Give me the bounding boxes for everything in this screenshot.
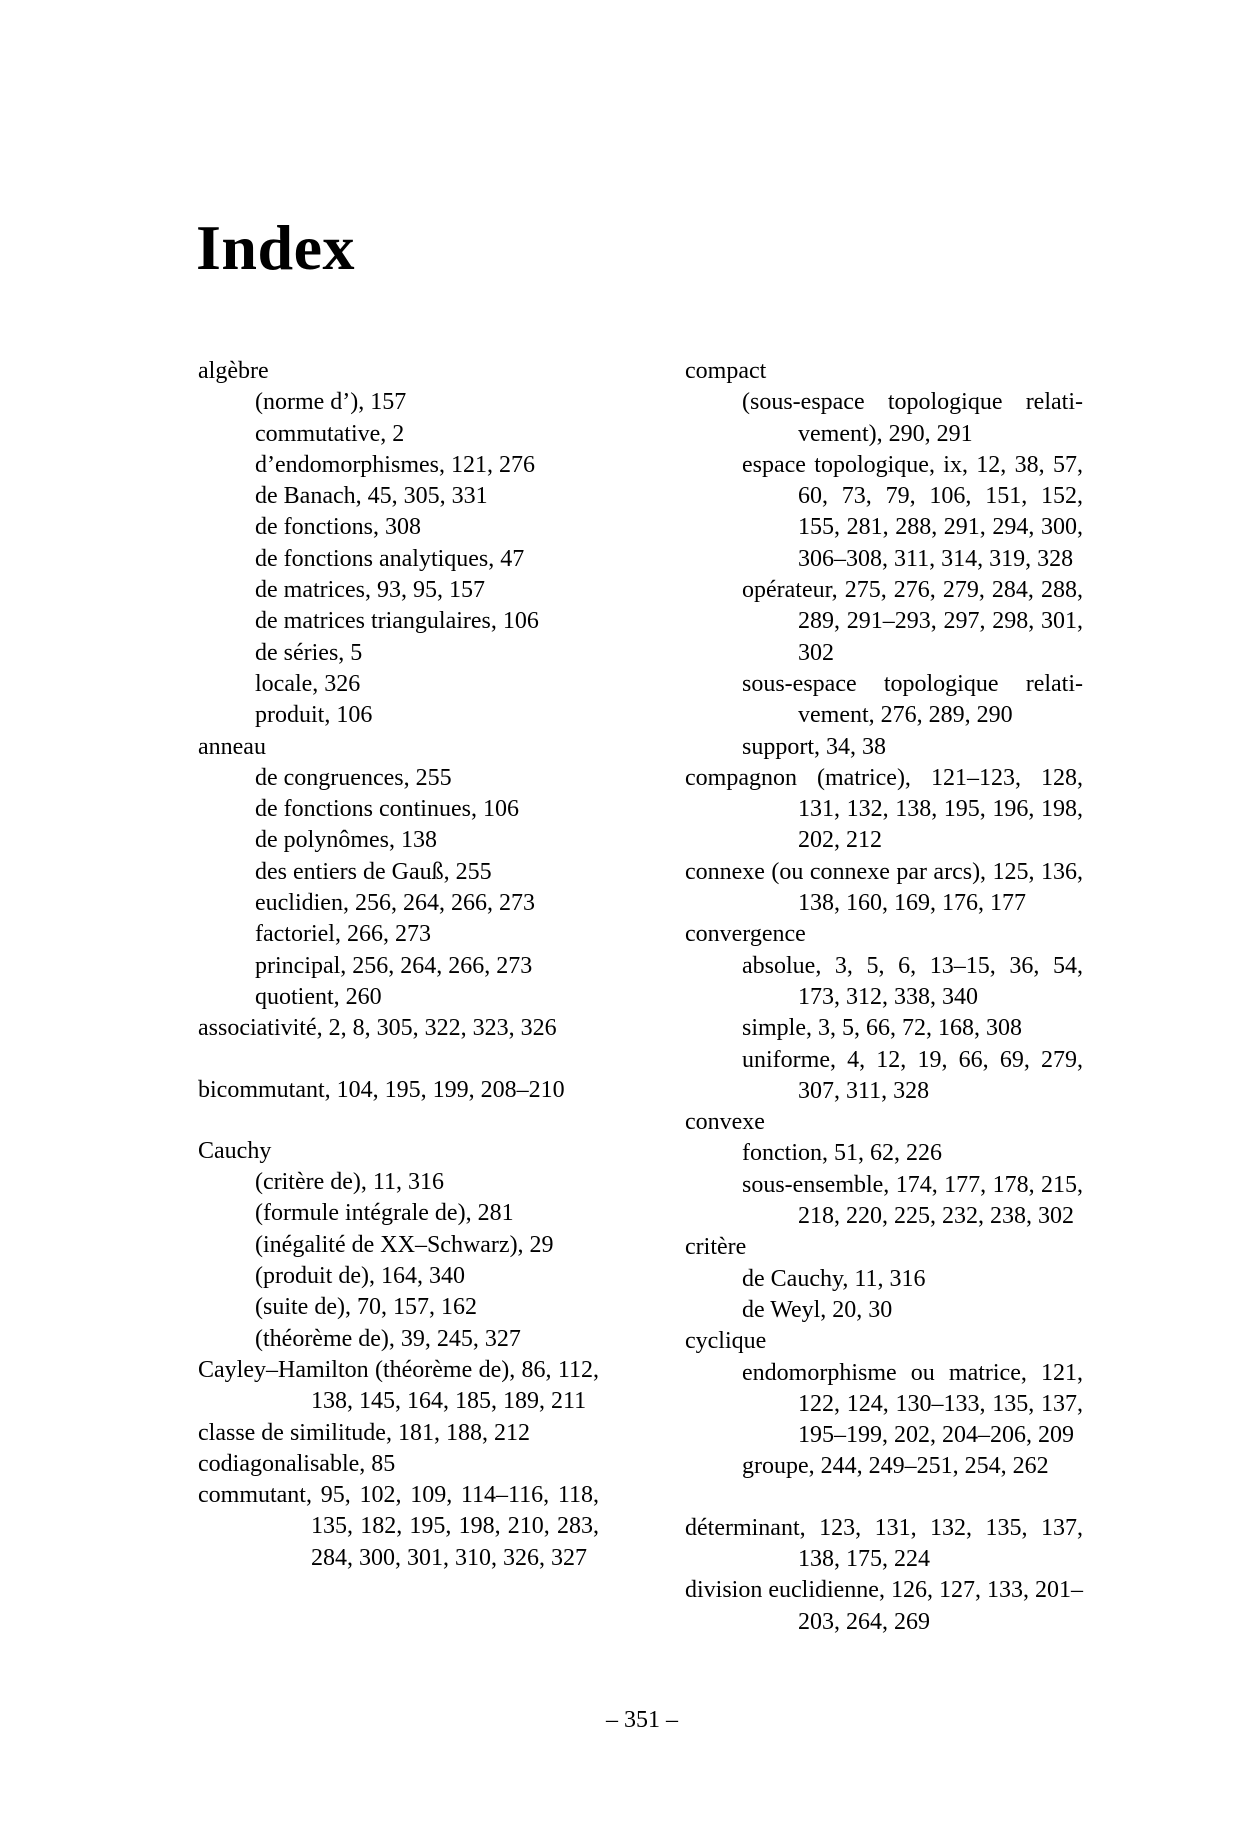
index-subentry: de Banach, 45, 305, 331 <box>255 483 488 510</box>
index-subentry: euclidien, 256, 264, 266, 273 <box>255 890 535 917</box>
index-subentry: sous-espace topologique relativement, 276, 289, 290 <box>742 670 1083 729</box>
index-entry: commutant, 95, 102, 109, 114–116, 118, 135, 182, 195, 198, 210, 283, 284, 300, 301, 310, 326, 327 <box>198 1482 599 1571</box>
index-entry: algèbre <box>198 358 269 384</box>
index-entry: associativité, 2, 8, 305, 322, 323, 326 <box>198 1015 557 1042</box>
index-entry: bicommutant, 104, 195, 199, 208–210 <box>198 1076 565 1103</box>
index-subentry: (critère de), 11, 316 <box>255 1169 445 1196</box>
index-letter-group <box>198 1075 599 1106</box>
index-subentry: quotient, 260 <box>255 983 382 1010</box>
index-entry: anneau <box>198 733 266 760</box>
index-letter-group <box>198 1136 599 1574</box>
index-entry: compagnon (matrice), 121–123, 128, 131, 132, 138, 195, 196, 198, 202, 212 <box>685 764 1083 854</box>
index-subentry: opérateur, 275, 276, 279, 284, 288, 289, 291–293, 297, 298, 301, 302 <box>742 577 1083 666</box>
index-subentry: de Weyl, 20, 30 <box>742 1296 893 1323</box>
page-title: Index <box>196 211 355 283</box>
index-subentry: factoriel, 266, 273 <box>255 921 431 948</box>
index-entry: compact <box>685 358 767 384</box>
index-subentry: de fonctions continues, 106 <box>255 796 519 823</box>
index-letter-group <box>685 1513 1083 1638</box>
index-subentry: des entiers de Gauß, 255 <box>255 858 492 885</box>
index-entry: classe de similitude, 181, 188, 212 <box>198 1419 530 1446</box>
index-subentry: (théorème de), 39, 245, 327 <box>255 1325 521 1352</box>
index-subentry: de séries, 5 <box>255 639 363 666</box>
index-subentry: simple, 3, 5, 66, 72, 168, 308 <box>742 1015 1022 1042</box>
index-columns <box>198 356 1086 1638</box>
index-subentry: (inégalité de XX–Schwarz), 29 <box>255 1231 554 1258</box>
index-subentry: de polynômes, 138 <box>255 827 437 854</box>
index-subentry: sous-ensemble, 174, 177, 178, 215, 218, 220, 225, 232, 238, 302 <box>742 1171 1083 1230</box>
index-subentry: uniforme, 4, 12, 19, 66, 69, 279, 307, 311, 328 <box>742 1046 1083 1104</box>
index-subentry: support, 34, 38 <box>742 733 886 760</box>
index-subentry: de matrices, 93, 95, 157 <box>255 577 485 604</box>
index-subentry: de matrices triangulaires, 106 <box>255 608 539 635</box>
page-number: – 351 – <box>606 1707 678 1733</box>
index-subentry: groupe, 244, 249–251, 254, 262 <box>742 1453 1049 1480</box>
index-entry: Cayley–Hamilton (théorème de), 86, 112, 138, 145, 164, 185, 189, 211 <box>198 1356 599 1415</box>
index-subentry: commutative, 2 <box>255 420 405 447</box>
index-subentry: de Cauchy, 11, 316 <box>742 1265 926 1292</box>
index-entry: déterminant, 123, 131, 132, 135, 137, 138, 175, 224 <box>685 1514 1083 1572</box>
index-subentry: de congruences, 255 <box>255 764 452 791</box>
index-subentry: (sous-espace topologique relativement), 290, 291 <box>742 389 1083 447</box>
index-entry: division euclidienne, 126, 127, 133, 201–203, 264, 269 <box>685 1577 1083 1635</box>
index-letter-group <box>685 356 1083 1483</box>
index-subentry: principal, 256, 264, 266, 273 <box>255 952 533 979</box>
index-subentry: espace topologique, ix, 12, 38, 57, 60, 73, 79, 106, 151, 152, 155, 281, 288, 291, 294, 300, 306–308, 311, 314, 319, 328 <box>742 451 1083 572</box>
index-subentry: d’endomorphismes, 121, 276 <box>255 451 535 478</box>
index-subentry: (produit de), 164, 340 <box>255 1263 465 1290</box>
index-entry: convergence <box>685 921 806 948</box>
index-entry: Cauchy <box>198 1137 272 1164</box>
index-entry: codiagonalisable, 85 <box>198 1450 396 1477</box>
index-subentry: (formule intégrale de), 281 <box>255 1200 514 1227</box>
index-entry: connexe (ou connexe par arcs), 125, 136, 138, 160, 169, 176, 177 <box>685 858 1083 917</box>
index-column-left <box>198 356 599 1638</box>
index-subentry: produit, 106 <box>255 702 373 729</box>
index-entry: cyclique <box>685 1328 767 1355</box>
index-subentry: absolue, 3, 5, 6, 13–15, 36, 54, 173, 312, 338, 340 <box>742 952 1083 1010</box>
index-subentry: locale, 326 <box>255 670 361 697</box>
index-subentry: de fonctions analytiques, 47 <box>255 545 525 572</box>
index-letter-group <box>198 356 599 1045</box>
index-subentry: de fonctions, 308 <box>255 514 421 541</box>
index-subentry: endomorphisme ou matrice, 121, 122, 124, 130–133, 135, 137, 195–199, 202, 204–206, 209 <box>742 1359 1083 1449</box>
index-entry: critère <box>685 1234 747 1261</box>
index-subentry: fonction, 51, 62, 226 <box>742 1140 942 1167</box>
index-subentry: (norme d’), 157 <box>255 389 407 416</box>
index-entry: convexe <box>685 1109 765 1136</box>
index-subentry: (suite de), 70, 157, 162 <box>255 1294 477 1321</box>
index-column-right <box>685 356 1083 1638</box>
